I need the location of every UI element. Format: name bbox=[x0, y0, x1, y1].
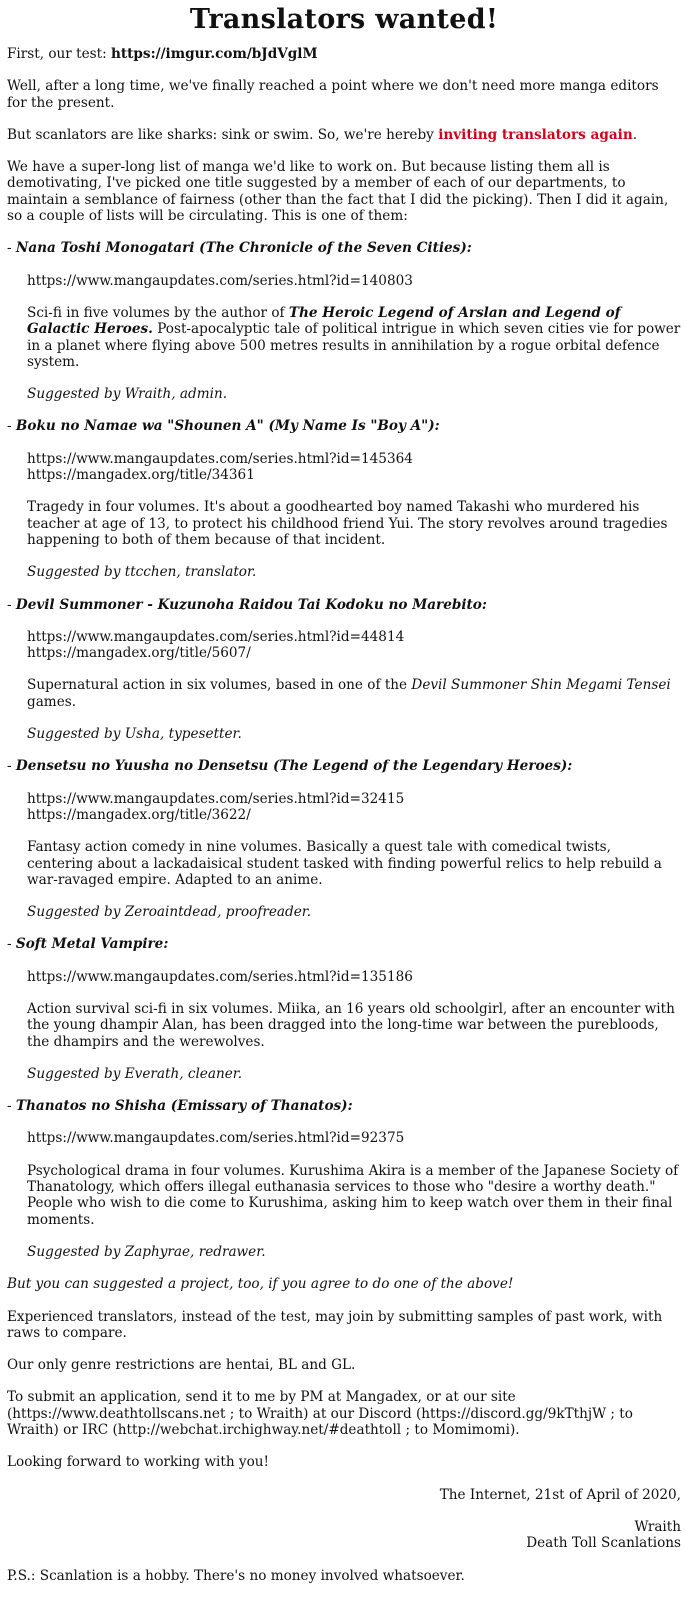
manga-title: Thanatos no Shisha (Emissary of Thanatos): bbox=[15, 1098, 353, 1115]
mangaupdates-link[interactable]: https://www.mangaupdates.com/series.html?id=140803 bbox=[27, 272, 413, 289]
test-link[interactable]: https://imgur.com/bJdVglM bbox=[110, 46, 318, 62]
list-item-body bbox=[7, 1130, 681, 1260]
manga-title: Devil Summoner - Kuzunoha Raidou Tai Kodoku no Marebito: bbox=[15, 596, 487, 613]
manga-title: Densetsu no Yuusha no Densetsu (The Legend of the Legendary Heroes): bbox=[15, 758, 573, 775]
mangaupdates-link[interactable]: https://www.mangaupdates.com/series.html?id=135186 bbox=[27, 968, 413, 985]
intro-paragraph-2 bbox=[7, 127, 681, 143]
suggested-by: Suggested by Usha, typesetter. bbox=[27, 726, 242, 743]
description-text: Sci-fi in five volumes by the author of bbox=[27, 304, 285, 321]
dateline: The Internet, 21st of April of 2020, bbox=[439, 1486, 681, 1503]
list-marker: - bbox=[7, 758, 12, 775]
list-item-title bbox=[7, 240, 681, 256]
mangadex-link[interactable]: https://mangadex.org/title/3622/ bbox=[27, 806, 251, 823]
intro-paragraph-1: Well, after a long time, we've finally reached a point where we don't need more manga editors for the present. bbox=[7, 78, 659, 111]
list-item-body bbox=[7, 273, 681, 403]
intro-paragraph-3: We have a super-long list of manga we'd like to work on. But because listing them all is demotivating, I've picked one title suggested by a member of each of our departments, to maintain a semblance of fairness (other than the fact that I did the picking). Then I did it again, so a couple of lists will be circulating. This is one of them: bbox=[7, 159, 669, 225]
mangadex-link[interactable]: https://mangadex.org/title/34361 bbox=[27, 467, 255, 484]
list-item-body bbox=[7, 451, 681, 581]
suggest-note: But you can suggested a project, too, if you agree to do one of the above! bbox=[7, 1276, 514, 1293]
manga-description: Psychological drama in four volumes. Kurushima Akira is a member of the Japanese Society of Thanatology, which offers illegal euthanasia services to those who "desire a worthy death." People who wish to die come to Kurushima, asking him to keep watch over them in their final moments. bbox=[27, 1162, 679, 1228]
list-item-title bbox=[7, 597, 681, 613]
manga-title: Soft Metal Vampire: bbox=[15, 936, 169, 953]
suggested-by: Suggested by Zaphyrae, redrawer. bbox=[27, 1243, 266, 1260]
list-item-title bbox=[7, 1098, 681, 1114]
invitation-highlight: inviting translators again bbox=[438, 126, 633, 143]
test-label: First, our test: bbox=[7, 46, 107, 62]
postscript: P.S.: Scanlation is a hobby. There's no money involved whatsoever. bbox=[7, 1567, 465, 1584]
mangadex-link[interactable]: https://mangadex.org/title/5607/ bbox=[27, 645, 251, 662]
list-item-title bbox=[7, 936, 681, 952]
description-text: games. bbox=[27, 693, 77, 710]
manga-description: Action survival sci-fi in six volumes. Miika, an 16 years old schoolgirl, after an encounter with the young dhampir Alan, has been dragged into the long-time war between the purebloods, the dhampirs and the werewolves. bbox=[27, 1000, 675, 1050]
intro2-text: But scanlators are like sharks: sink or swim. So, we're hereby bbox=[7, 126, 434, 143]
suggested-by: Suggested by Zeroaintdead, proofreader. bbox=[27, 904, 312, 921]
suggested-by: Suggested by Everath, cleaner. bbox=[27, 1065, 243, 1082]
page-title: Translators wanted! bbox=[189, 4, 499, 35]
signature: Wraith bbox=[634, 1518, 681, 1535]
list-item-title bbox=[7, 758, 681, 774]
manga-title: Nana Toshi Monogatari (The Chronicle of the Seven Cities): bbox=[15, 240, 472, 257]
manga-description: Fantasy action comedy in nine volumes. Basically a quest tale with comedical twists, centering about a lackadaisical student tasked with finding powerful relics to help rebuild a war-ravaged empire. Adapted to an anime. bbox=[27, 839, 662, 888]
mangaupdates-link[interactable]: https://www.mangaupdates.com/series.html?id=44814 bbox=[27, 628, 405, 645]
test-line bbox=[7, 46, 681, 62]
list-marker: - bbox=[7, 240, 12, 257]
mangaupdates-link[interactable]: https://www.mangaupdates.com/series.html?id=32415 bbox=[27, 790, 405, 807]
suggested-by: Suggested by ttcchen, translator. bbox=[27, 564, 257, 581]
manga-description: Tragedy in four volumes. It's about a goodhearted boy named Takashi who murdered his teacher at age of 13, to protect his childhood friend Yui. The story revolves around tragedies happening to both of them because of that incident. bbox=[27, 499, 668, 548]
manga-title: Boku no Namae wa "Shounen A" (My Name Is "Boy A"): bbox=[15, 418, 440, 435]
list-marker: - bbox=[7, 596, 12, 613]
list-marker: - bbox=[7, 936, 12, 953]
document bbox=[7, 4, 681, 1584]
referenced-work: Devil Summoner Shin Megami Tensei bbox=[411, 677, 671, 694]
submit-paragraph: To submit an application, send it to me by PM at Mangadex, or at our site (https://www.deathtollscans.net ; to Wraith) at our Discord (https://discord.gg/9kTthjW ; to Wraith) or IRC (http://webchat.irchighway.net/#deathtoll ; to Momimomi). bbox=[7, 1389, 633, 1439]
mangaupdates-link[interactable]: https://www.mangaupdates.com/series.html?id=92375 bbox=[27, 1130, 405, 1147]
experienced-paragraph: Experienced translators, instead of the test, may join by submitting samples of past work, with raws to compare. bbox=[7, 1308, 663, 1341]
signature-block bbox=[7, 1519, 681, 1552]
list-item-body bbox=[7, 629, 681, 742]
manga-description bbox=[27, 677, 681, 710]
intro2-end: . bbox=[632, 126, 638, 143]
closing-line: Looking forward to working with you! bbox=[7, 1454, 269, 1471]
referenced-work: The Heroic Legend of Arslan and Legend of Galactic Heroes. bbox=[27, 304, 621, 338]
list-item-body bbox=[7, 791, 681, 921]
list-item-body bbox=[7, 969, 681, 1082]
group-name: Death Toll Scanlations bbox=[526, 1535, 681, 1552]
mangaupdates-link[interactable]: https://www.mangaupdates.com/series.html?id=145364 bbox=[27, 450, 413, 467]
list-item-title bbox=[7, 418, 681, 434]
description-text: Post-apocalyptic tale of political intrigue in which seven cities vie for power in a planet where flying above 500 metres results in annihilation by a rogue orbital defence system. bbox=[27, 321, 681, 370]
restrictions-paragraph: Our only genre restrictions are hentai, BL and GL. bbox=[7, 1357, 356, 1374]
description-text: Supernatural action in six volumes, based in one of the bbox=[27, 677, 408, 694]
manga-description bbox=[27, 305, 681, 370]
list-marker: - bbox=[7, 1098, 12, 1115]
suggested-by: Suggested by Wraith, admin. bbox=[27, 386, 228, 403]
list-marker: - bbox=[7, 418, 12, 435]
